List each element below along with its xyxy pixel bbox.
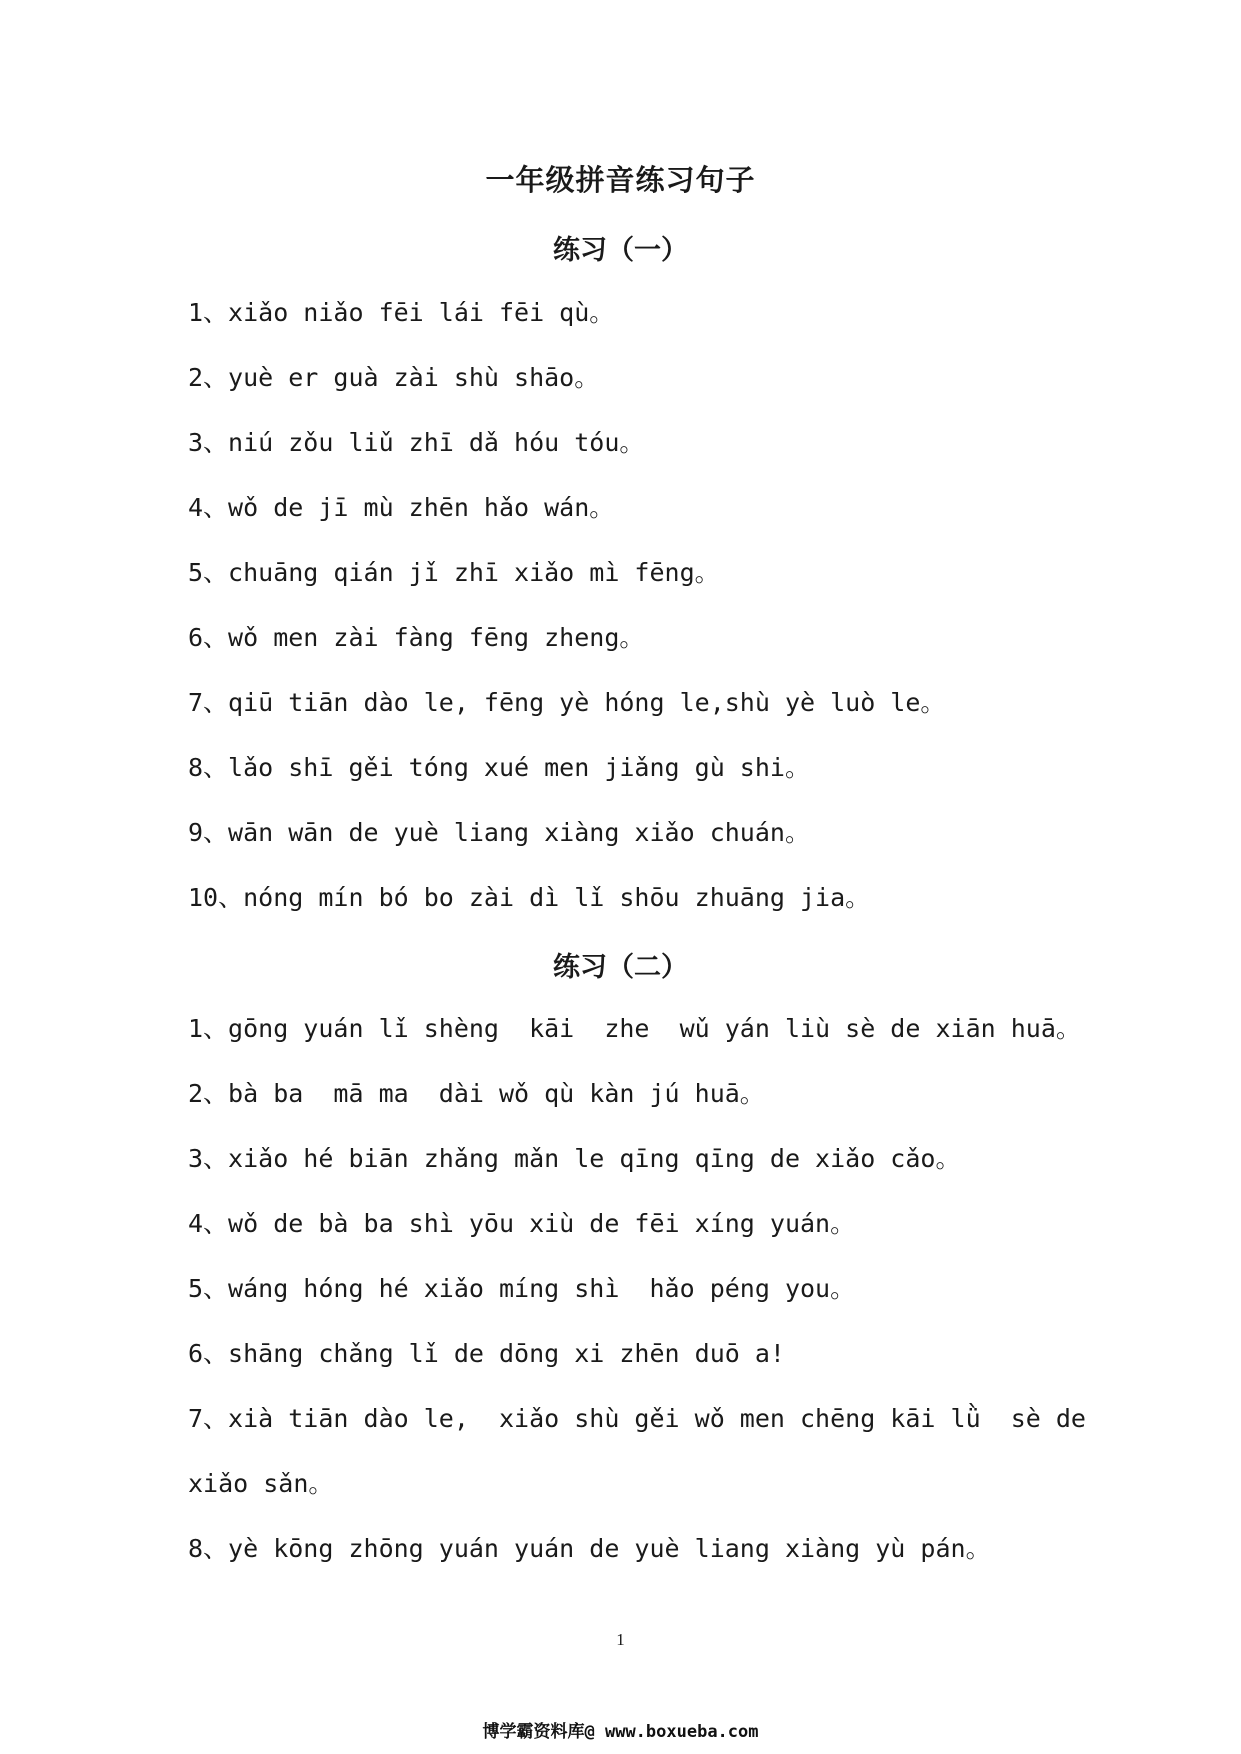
footer-watermark: 博学霸资料库@ www.boxueba.com [482,1722,759,1742]
exercise-list-2 [188,1012,1088,1597]
section-heading-1: 练习（一） [553,235,688,266]
list-item-continuation: xiǎo sǎn。 [188,1469,334,1498]
list-item: 9、wān wān de yuè liang xiàng xiǎo chuán。 [188,818,810,847]
list-item: 5、wáng hóng hé xiǎo míng shì hǎo péng you。 [188,1274,856,1303]
list-item: 8、yè kōng zhōng yuán yuán de yuè liang xiàng yù pán。 [188,1534,991,1563]
list-item: 8、lǎo shī gěi tóng xué men jiǎng gù shi。 [188,753,810,782]
list-item: 5、chuāng qián jǐ zhī xiǎo mì fēng。 [188,558,720,587]
list-item: 1、gōng yuán lǐ shèng kāi zhe wǔ yán liù sè de xiān huā。 [188,1014,1081,1043]
list-item: 6、shāng chǎng lǐ de dōng xi zhēn duō a! [188,1339,785,1368]
list-item: 3、xiǎo hé biān zhǎng mǎn le qīng qīng de xiǎo cǎo。 [188,1144,961,1173]
section-heading-2: 练习（二） [553,952,688,983]
list-item: 3、niú zǒu liǔ zhī dǎ hóu tóu。 [188,428,645,457]
list-item: 2、yuè er guà zài shù shāo。 [188,363,600,392]
exercise-list-1 [188,296,1088,946]
page-number: 1 [616,1630,625,1649]
list-item: 4、wǒ de bà ba shì yōu xiù de fēi xíng yuán。 [188,1209,856,1238]
list-item: 10、nóng mín bó bo zài dì lǐ shōu zhuāng jia。 [188,883,871,912]
document-title: 一年级拼音练习句子 [485,163,756,197]
list-item: 2、bà ba mā ma dài wǒ qù kàn jú huā。 [188,1079,765,1108]
list-item: 7、xià tiān dào le, xiǎo shù gěi wǒ men chēng kāi lǜ sè de [188,1404,1086,1433]
list-item: 6、wǒ men zài fàng fēng zheng。 [188,623,645,652]
list-item: 1、xiǎo niǎo fēi lái fēi qù。 [188,298,615,327]
list-item: 4、wǒ de jī mù zhēn hǎo wán。 [188,493,615,522]
list-item: 7、qiū tiān dào le, fēng yè hóng le,shù yè luò le。 [188,688,946,717]
